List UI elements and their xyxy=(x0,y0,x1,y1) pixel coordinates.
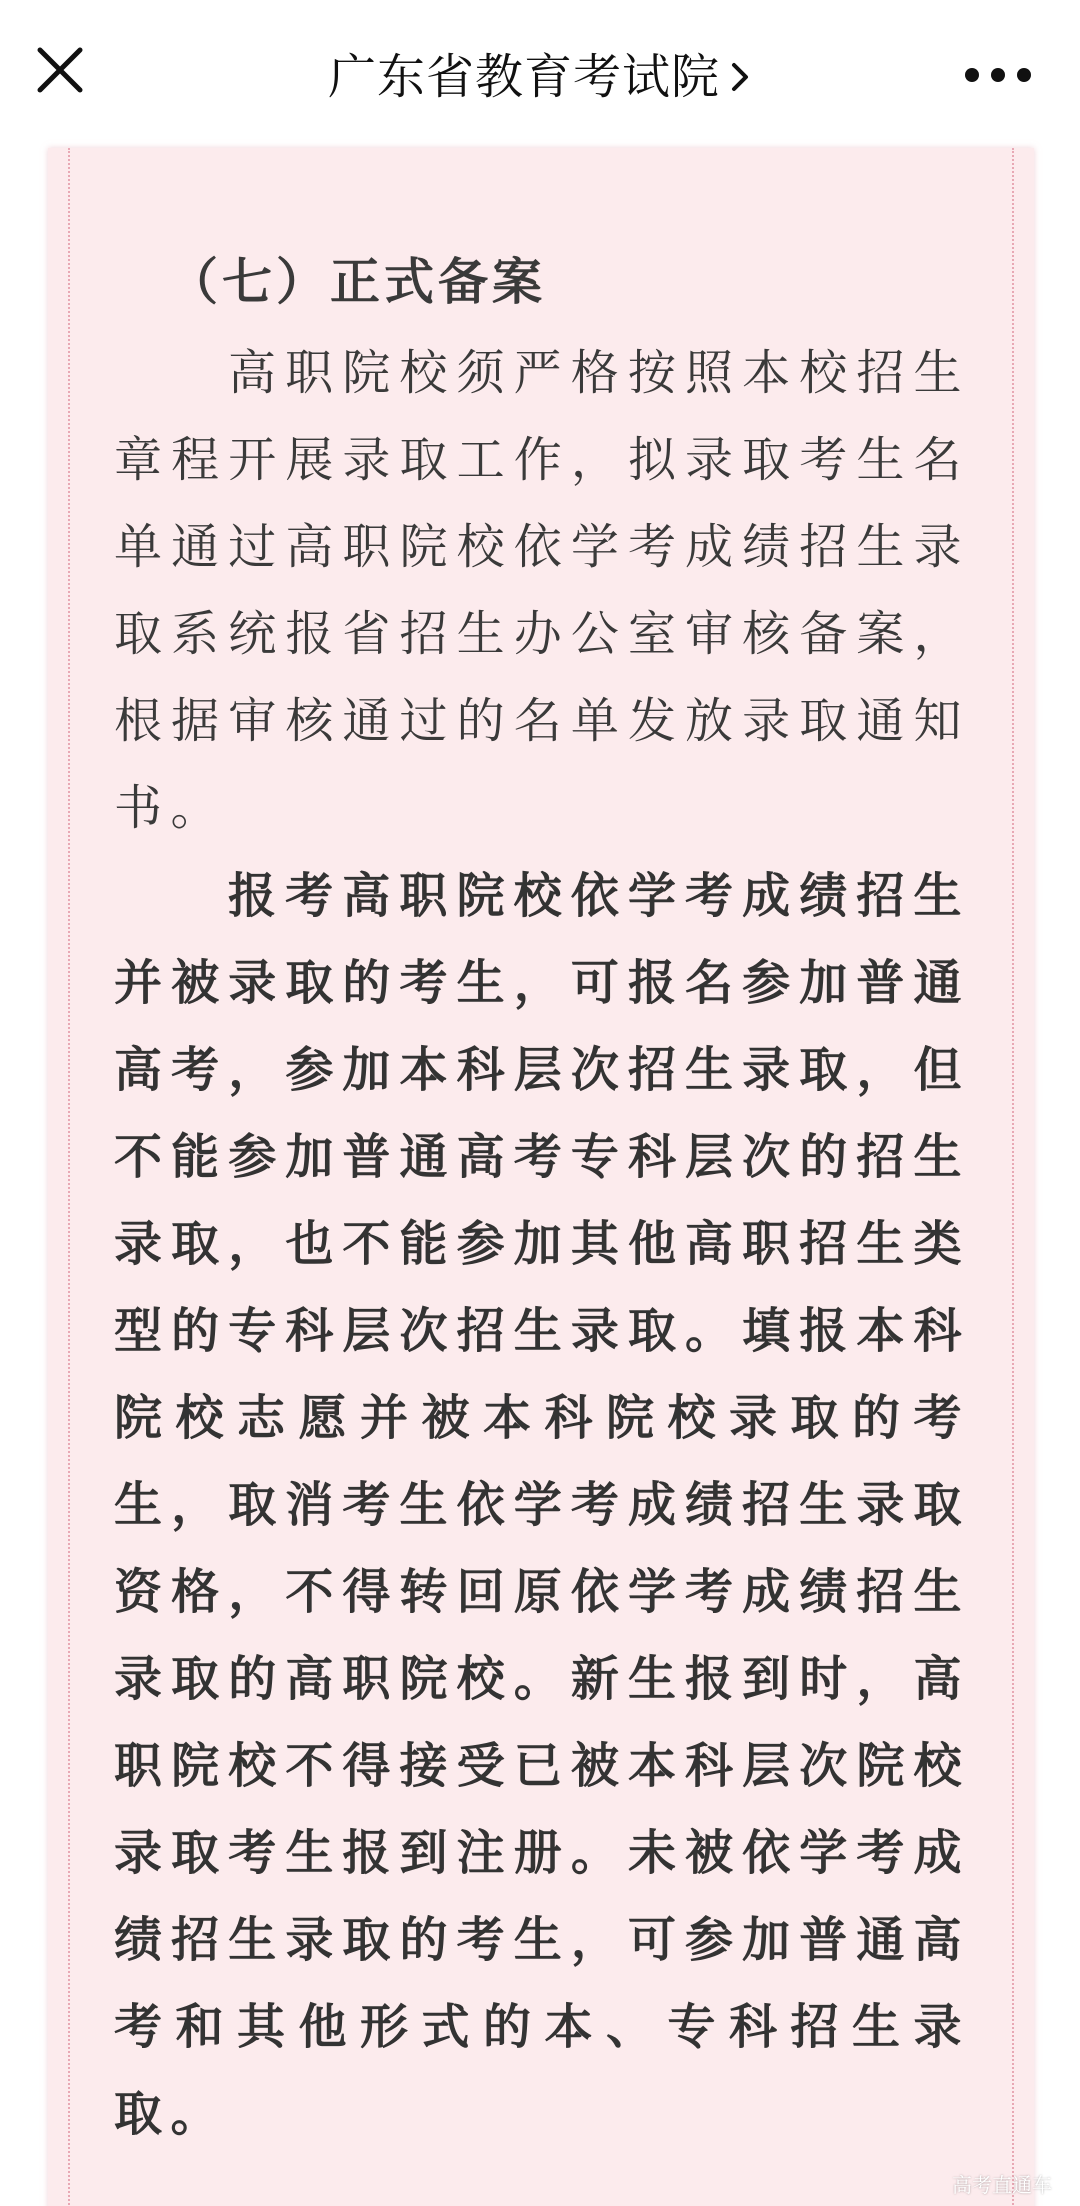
top-navigation-bar xyxy=(0,0,1080,150)
article-paragraph-1: 高职院校须严格按照本校招生章程开展录取工作，拟录取考生名单通过高职院校依学考成绩招生录取系统报省招生办公室审核备案，根据审核通过的名单发放录取通知书。 xyxy=(114,345,970,836)
page-title: 广东省教育考试院 xyxy=(327,49,720,105)
close-button[interactable] xyxy=(30,40,90,100)
section-heading: （七）正式备案 xyxy=(168,253,546,311)
article-paragraph-2: 报考高职院校依学考成绩招生并被录取的考生，可报名参加普通高考，参加本科层次招生录取，但不能参加普通高考专科层次的招生录取，也不能参加其他高职招生类型的专科层次招生录取。填报本科院校志愿并被本科院校录取的考生，取消考生依学考成绩招生录取资格，不得转回原依学考成绩招生录取的高职院校。新生报到时，高职院校不得接受已被本科层次院校录取考生报到注册。未被依学考成绩招生录取的考生，可参加普通高考和其他形式的本、专科招生录取。 xyxy=(114,868,970,2142)
account-title-link[interactable] xyxy=(200,42,880,112)
close-icon xyxy=(30,40,90,100)
more-icon xyxy=(958,50,1038,100)
chevron-right-icon xyxy=(730,57,752,97)
watermark-text: 高考直通车 xyxy=(952,2173,1052,2197)
more-options-button[interactable] xyxy=(958,50,1038,100)
